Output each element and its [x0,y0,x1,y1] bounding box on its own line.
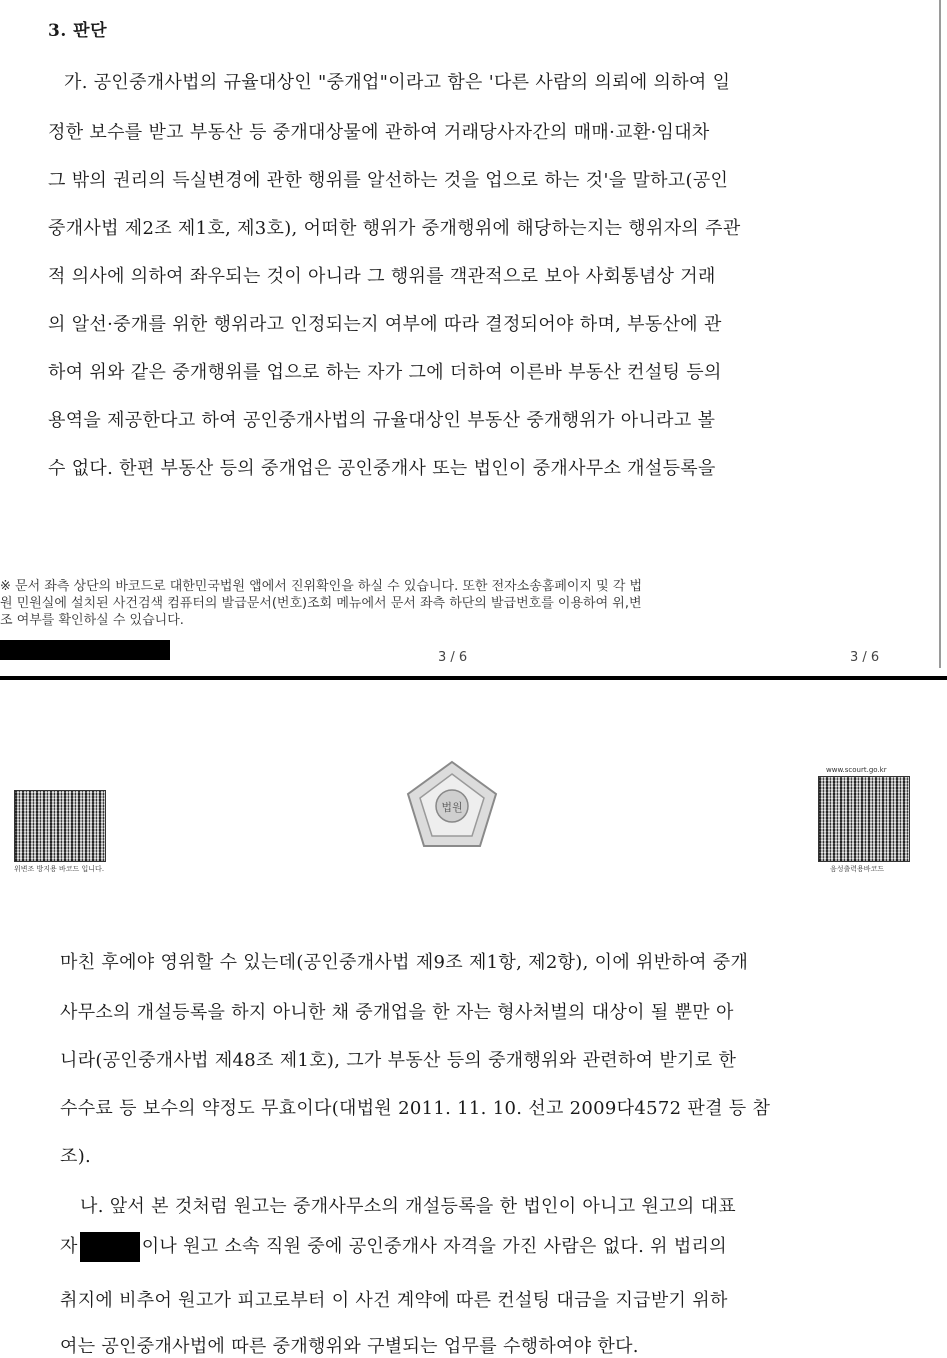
barcode-url: www.scourt.go.kr [826,766,887,774]
paragraph-line: 그 밖의 권리의 득실변경에 관한 행위를 알선하는 것을 업으로 하는 것'을 말하고(공인 [48,170,729,191]
paragraph-line: 수수료 등 보수의 약정도 무효이다(대법원 2011. 11. 10. 선고 2009다4572 판결 등 참 [60,1098,771,1119]
document-page-4 [0,680,947,1355]
redaction-block [0,640,170,660]
section-heading: 3. 판단 [48,21,108,41]
seal-label: 법원 [441,801,463,814]
page-number-right: 3 / 6 [850,650,880,665]
paragraph-line: 마친 후에야 영위할 수 있는데(공인중개사법 제9조 제1항, 제2항), 이에 위반하여 중개 [60,952,749,973]
audio-barcode-caption: 음성출력용바코드 [830,865,885,873]
audio-barcode [818,776,910,862]
notice-line: 조 여부를 확인하실 수 있습니다. [0,613,184,628]
court-seal-icon [404,760,500,848]
paragraph-line: 조). [60,1146,92,1167]
page-edge-line [939,0,941,668]
paragraph-line: 적 의사에 의하여 좌우되는 것이 아니라 그 행위를 객관적으로 보아 사회통념상 거래 [48,266,716,287]
anti-forgery-barcode [14,790,106,862]
paragraph-line: 여는 공인중개사법에 따른 중개행위와 구별되는 업무를 수행하여야 한다. [60,1336,639,1357]
paragraph-line: 의 알선·중개를 위한 행위라고 인정되는지 여부에 따라 결정되어야 하며, 부동산에 관 [48,314,722,335]
document-page-3 [0,0,947,676]
page-number-center: 3 / 6 [438,650,468,665]
paragraph-line: 나. 앞서 본 것처럼 원고는 중개사무소의 개설등록을 한 법인이 아니고 원고의 대표 [80,1196,736,1217]
barcode-caption: 위변조 방지용 바코드 입니다. [14,865,105,873]
paragraph-line: 하여 위와 같은 중개행위를 업으로 하는 자가 그에 더하여 이른바 부동산 컨설팅 등의 [48,362,722,383]
paragraph-line: 용역을 제공한다고 하여 공인중개사법의 규율대상인 부동산 중개행위가 아니라고 볼 [48,410,716,431]
line-suffix: 이나 원고 소속 직원 중에 공인중개사 자격을 가진 사람은 없다. 위 법리의 [141,1236,727,1257]
redacted-name [80,1232,140,1262]
paragraph-line: 사무소의 개설등록을 하지 아니한 채 중개업을 한 자는 형사처벌의 대상이 될 뿐만 아 [60,1002,734,1023]
paragraph-line: 중개사법 제2조 제1호, 제3호), 어떠한 행위가 중개행위에 해당하는지는 행위자의 주관 [48,218,741,239]
line-prefix: 자 [60,1236,78,1257]
paragraph-line: 수 없다. 한편 부동산 등의 중개업은 공인중개사 또는 법인이 중개사무소 개설등록을 [48,458,716,479]
paragraph-line-redacted [60,1232,727,1262]
notice-line: ※ 문서 좌측 상단의 바코드로 대한민국법원 앱에서 진위확인을 하실 수 있습니다. 또한 전자소송홈페이지 및 각 법 [0,579,643,594]
paragraph-line: 취지에 비추어 원고가 피고로부터 이 사건 계약에 따른 컨설팅 대금을 지급받기 위하 [60,1290,728,1311]
verification-notice [0,578,880,629]
notice-line: 원 민원실에 설치된 사건검색 컴퓨터의 발급문서(번호)조회 메뉴에서 문서 좌측 하단의 발급번호를 이용하여 위,변 [0,596,642,611]
paragraph-line: 니라(공인중개사법 제48조 제1호), 그가 부동산 등의 중개행위와 관련하여 받기로 한 [60,1050,737,1071]
paragraph-line: 가. 공인중개사법의 규율대상인 "중개업"이라고 함은 '다른 사람의 의뢰에 의하여 일 [64,72,731,93]
paragraph-line: 정한 보수를 받고 부동산 등 중개대상물에 관하여 거래당사자간의 매매·교환·임대차 [48,122,710,143]
